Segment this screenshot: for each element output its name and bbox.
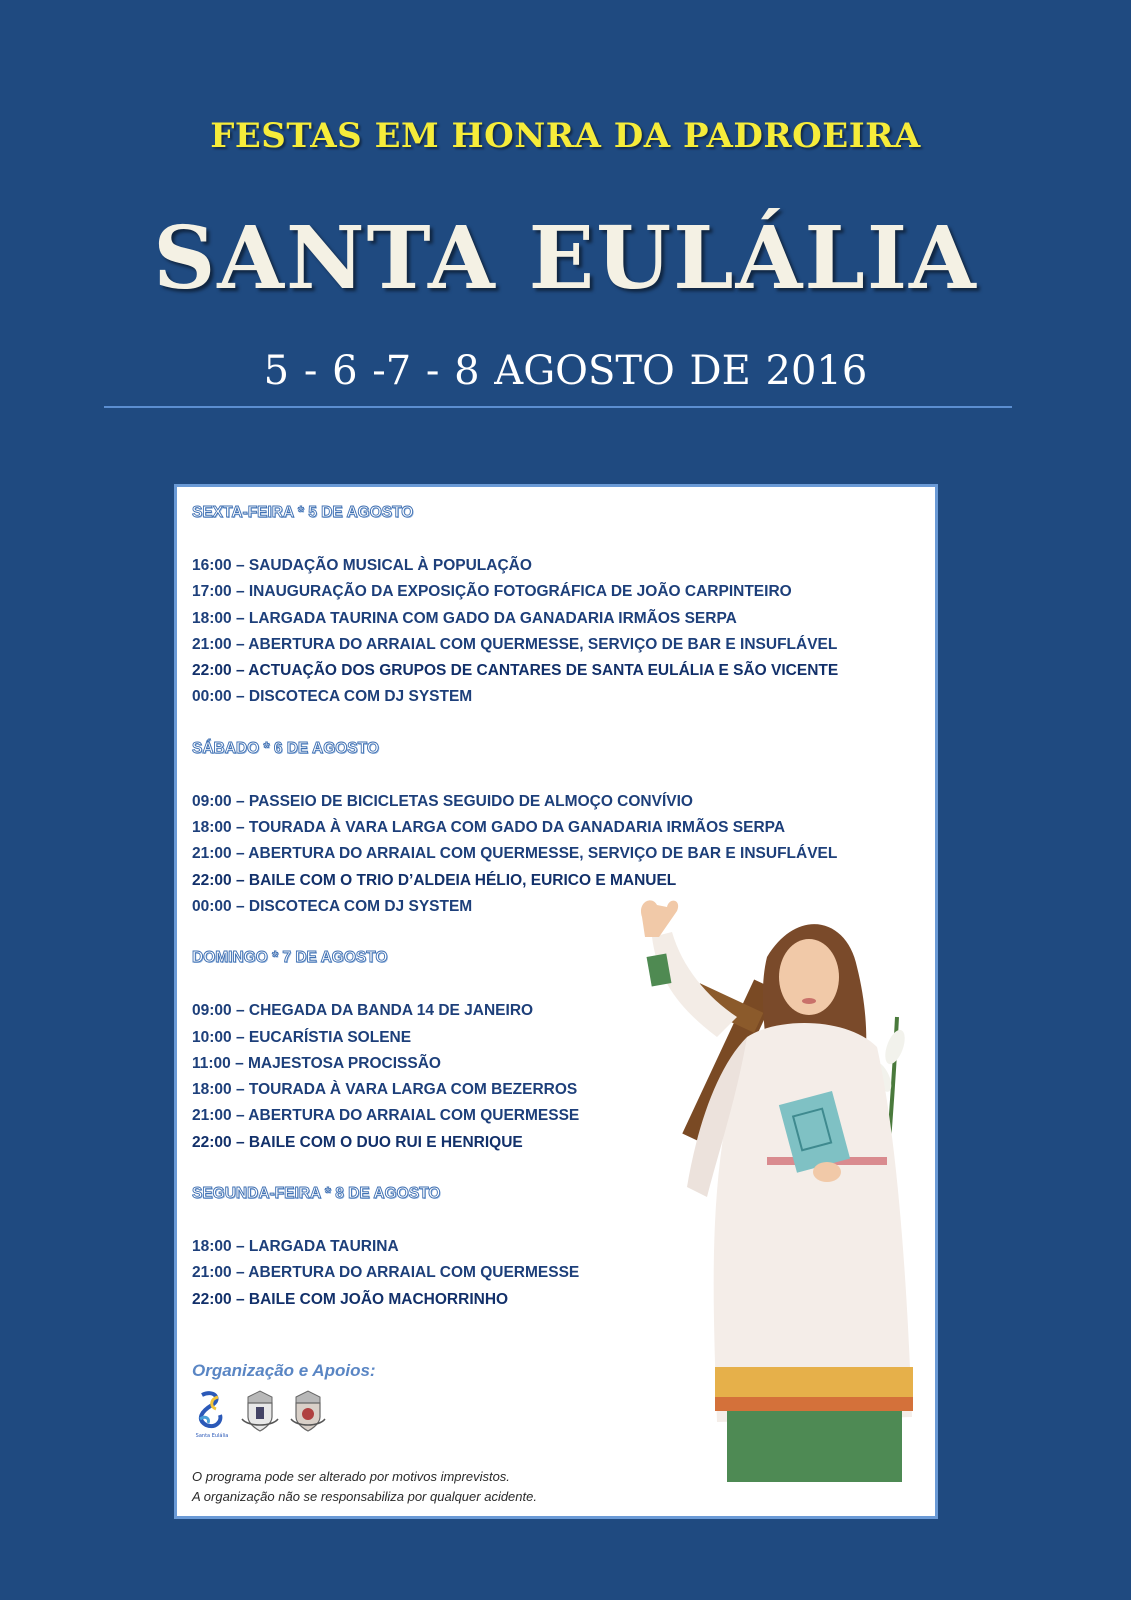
parish-crest-icon bbox=[238, 1389, 282, 1433]
program-item: 09:00 – PASSEIO DE BICICLETAS SEGUIDO DE ALMOÇO CONVÍVIO bbox=[192, 792, 693, 810]
sponsor-logos bbox=[192, 1389, 352, 1445]
program-item: 18:00 – TOURADA À VARA LARGA COM GADO DA GANADARIA IRMÃOS SERPA bbox=[192, 819, 786, 837]
poster-dates: 5 - 6 -7 - 8 AGOSTO DE 2016 bbox=[263, 348, 868, 394]
program-item: 22:00 – BAILE COM O TRIO D’ALDEIA HÉLIO, EURICO E MANUEL bbox=[192, 871, 677, 889]
program-item: 11:00 – MAJESTOSA PROCISSÃO bbox=[192, 1054, 441, 1072]
program-item: 09:00 – CHEGADA DA BANDA 14 DE JANEIRO bbox=[192, 1002, 534, 1020]
program-item: 10:00 – EUCARÍSTIA SOLENE bbox=[192, 1028, 412, 1046]
disclaimer-line: O programa pode ser alterado por motivos imprevistos. bbox=[192, 1469, 510, 1484]
program-item: 00:00 – DISCOTECA COM DJ SYSTEM bbox=[192, 897, 473, 915]
program-item: 21:00 – ABERTURA DO ARRAIAL COM QUERMESSE, SERVIÇO DE BAR E INSUFLÁVEL bbox=[192, 635, 838, 653]
poster-subtitle: FESTAS EM HONRA DA PADROEIRA bbox=[210, 116, 921, 156]
organization-title: Organização e Apoios: bbox=[192, 1361, 376, 1380]
program-item: 16:00 – SAUDAÇÃO MUSICAL À POPULAÇÃO bbox=[192, 557, 532, 574]
header-divider bbox=[104, 406, 1012, 408]
program-item: 18:00 – LARGADA TAURINA COM GADO DA GANADARIA IRMÃOS SERPA bbox=[192, 609, 737, 627]
day-heading: SEXTA-FEIRA * 5 DE AGOSTO bbox=[192, 504, 414, 521]
program-item: 21:00 – ABERTURA DO ARRAIAL COM QUERMESSE bbox=[192, 1264, 580, 1282]
program-item: 21:00 – ABERTURA DO ARRAIAL COM QUERMESSE, SERVIÇO DE BAR E INSUFLÁVEL bbox=[192, 845, 838, 863]
program-item: 22:00 – BAILE COM O DUO RUI E HENRIQUE bbox=[192, 1133, 523, 1151]
municipal-crest-icon bbox=[288, 1389, 328, 1433]
program-panel bbox=[174, 484, 938, 1519]
disclaimer-line: A organização não se responsabiliza por qualquer acidente. bbox=[192, 1489, 537, 1504]
program-item: 18:00 – LARGADA TAURINA bbox=[192, 1238, 399, 1256]
poster-title: SANTA EULÁLIA bbox=[153, 208, 978, 309]
day-heading: SÁBADO * 6 DE AGOSTO bbox=[192, 739, 379, 757]
santa-eulalia-logo-icon bbox=[192, 1389, 232, 1439]
day-heading: SEGUNDA-FEIRA * 8 DE AGOSTO bbox=[192, 1185, 441, 1203]
disclaimer bbox=[192, 1467, 537, 1507]
program-item: 21:00 – ABERTURA DO ARRAIAL COM QUERMESSE bbox=[192, 1107, 580, 1125]
day-heading: DOMINGO * 7 DE AGOSTO bbox=[192, 949, 388, 967]
program-item: 00:00 – DISCOTECA COM DJ SYSTEM bbox=[192, 688, 473, 706]
program-item: 22:00 – ACTUAÇÃO DOS GRUPOS DE CANTARES DE SANTA EULÁLIA E SÃO VICENTE bbox=[192, 662, 839, 680]
svg-text:Santa Eulália: Santa Eulália bbox=[195, 1433, 229, 1439]
program-item: 18:00 – TOURADA À VARA LARGA COM BEZERROS bbox=[192, 1081, 578, 1099]
program-item: 22:00 – BAILE COM JOÃO MACHORRINHO bbox=[192, 1290, 509, 1308]
program-list bbox=[192, 501, 842, 1313]
program-item: 17:00 – INAUGURAÇÃO DA EXPOSIÇÃO FOTOGRÁFICA DE JOÃO CARPINTEIRO bbox=[192, 583, 792, 601]
